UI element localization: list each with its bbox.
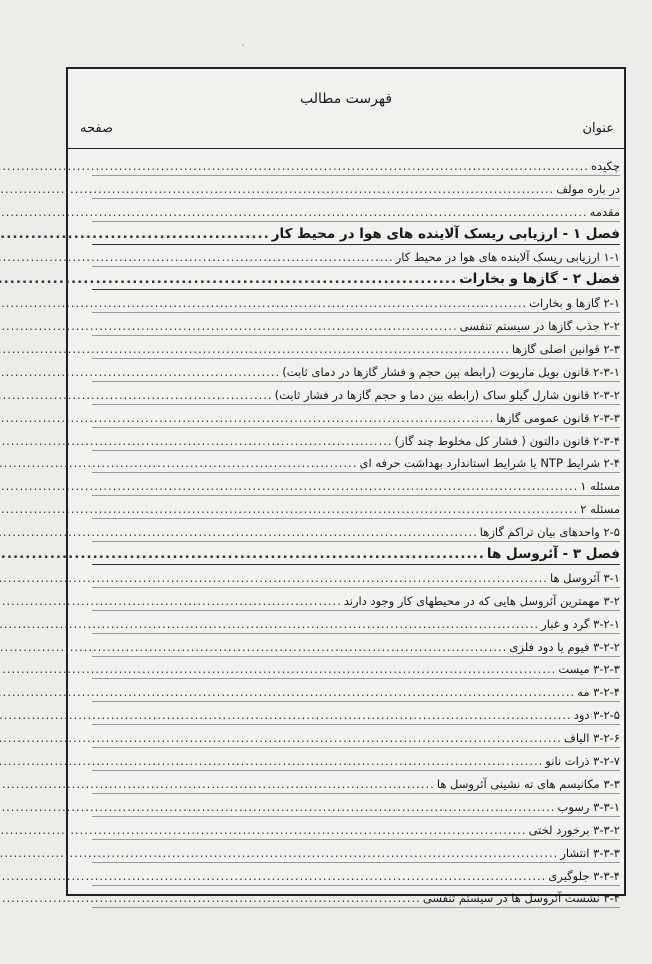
toc-entry-row[interactable] [92,748,620,771]
toc-entry-title: ۳-۱ آئروسل ها [549,570,620,585]
toc-entry-row[interactable] [92,634,620,657]
dot-leader [0,731,564,745]
toc-entry-title: ۳-۴ نشست آئروسل ها در سیستم تنفسی [422,891,620,906]
paper-speck [242,44,244,46]
toc-chapter-row[interactable] [92,542,620,565]
column-page-label: صفحه [80,121,113,136]
toc-entry-row[interactable] [92,382,620,405]
dot-leader [0,365,282,379]
dot-leader [0,546,487,562]
toc-entry-row[interactable] [92,313,620,336]
toc-entry-title: فصل ۲ - گازها و بخارات [459,271,620,288]
toc-entry-title: ۳-۳-۳ انتشار [560,845,620,860]
header-divider [68,148,624,149]
toc-entry-title: ۲-۳-۳ قانون عمومی گازها [496,410,620,425]
toc-entry-title: فصل ۳ - آئروسل ها [486,546,620,563]
toc-frame [66,67,626,906]
dot-leader [0,434,395,448]
dot-leader [0,571,550,585]
toc-entry-title: ۱-۱ ارزیابی ریسک آلاینده های هوا در محیط کار [395,250,620,265]
dot-leader [0,662,558,676]
toc-entry-row[interactable] [92,496,620,519]
page-title: فهرست مطالب [299,91,393,107]
toc-entry-row[interactable] [92,473,620,496]
toc-entry-title: مسئله ۱ [580,479,620,494]
dot-leader [0,411,496,425]
dot-leader [0,617,541,631]
toc-entry-title: ۳-۲-۷ ذرات نانو [545,754,620,769]
toc-entry-title: ۲-۴ شرایط NTP یا شرایط استاندارد بهداشت حرفه ای [359,456,620,471]
dot-leader [0,708,574,722]
toc-entry-row[interactable] [92,771,620,794]
toc-entry-row[interactable] [92,886,620,909]
dot-leader [0,479,580,493]
toc-entry-title: چکیده [591,158,620,173]
toc-entry-row[interactable] [92,817,620,840]
toc-entry-title: ۳-۳ مکانیسم های ته نشینی آئروسل ها [436,776,620,791]
toc-entry-row[interactable] [92,451,620,474]
toc-entry-row[interactable] [92,199,620,222]
toc-entry-row[interactable] [92,153,620,176]
toc-entry-row[interactable] [92,519,620,542]
toc-entry-row[interactable] [92,657,620,680]
toc-entry-title: ۳-۲-۵ دود [573,708,620,723]
toc-entry-row[interactable] [92,725,620,748]
toc-entry-row[interactable] [92,428,620,451]
toc-entry-title: ۳-۲-۲ فیوم یا دود فلزی [509,639,620,654]
toc-entry-title: ۳-۲-۴ مه [577,685,620,700]
toc-entry-title: در باره مولف [556,181,620,196]
dot-leader [0,388,275,402]
dot-leader [0,250,396,264]
toc-entry-title: ۲-۲ جذب گازها در سیستم تنفسی [459,319,620,334]
dot-leader [0,846,560,860]
toc-entry-row[interactable] [92,863,620,886]
toc-entry-row[interactable] [92,405,620,428]
dot-leader [0,226,272,242]
toc-entry-title: ۲-۳-۲ قانون شارل گیلو ساک (رابطه بین دما و حجم گازها در فشار ثابت) [274,387,620,402]
toc-entry-title: ۳-۲-۱ گرد و غبار [541,616,620,631]
toc-entry-row[interactable] [92,245,620,268]
dot-leader [0,342,512,356]
dot-leader [0,456,359,470]
toc-entry-title: ۳-۳-۴ جلوگیری [548,868,620,883]
dot-leader [0,502,580,516]
dot-leader [0,271,459,287]
toc-entry-title: مسئله ۲ [580,502,620,517]
toc-entry-title: ۲-۱ گازها و بخارات [529,296,620,311]
dot-leader [0,594,344,608]
toc-entry-title: ۳-۳-۱ رسوب [557,799,620,814]
toc-entry-row[interactable] [92,679,620,702]
toc-entry-row[interactable] [92,794,620,817]
dot-leader [0,296,529,310]
toc-entry-title: ۲-۳-۴ قانون دالتون ( فشار کل مخلوط چند گاز) [394,433,620,448]
toc-entry-row[interactable] [92,611,620,634]
column-title-label: عنوان [582,121,614,136]
toc-entry-row[interactable] [92,588,620,611]
dot-leader [0,182,556,196]
dot-leader [0,685,577,699]
toc-entry-row[interactable] [92,336,620,359]
toc-entry-title: ۳-۲ مهمترین آئروسل هایی که در محیطهای کار وجود دارند [343,593,620,608]
toc-entry-row[interactable] [92,290,620,313]
dot-leader [0,640,509,654]
toc-entry-row[interactable] [92,359,620,382]
dot-leader [0,891,423,905]
toc-entry-title: ۲-۵ واحدهای بیان تراکم گازها [479,525,620,540]
toc-chapter-row[interactable] [92,222,620,245]
toc-entry-row[interactable] [92,176,620,199]
toc-list [92,153,620,908]
dot-leader [0,823,529,837]
toc-entry-title: ۲-۳ قوانین اصلی گازها [512,342,620,357]
toc-entry-title: ۳-۲-۳ میست [558,662,620,677]
toc-entry-row[interactable] [92,565,620,588]
toc-entry-title: فصل ۱ - ارزیابی ریسک آلاینده های هوا در محیط کار [271,225,620,242]
toc-chapter-row[interactable] [92,267,620,290]
toc-entry-title: ۳-۳-۲ برخورد لختی [528,822,620,837]
toc-entry-title: ۲-۳-۱ قانون بویل ماریوت (رابطه بین حجم و فشار گازها در دمای ثابت) [282,364,620,379]
dot-leader [0,205,590,219]
dot-leader [0,319,460,333]
dot-leader [0,777,437,791]
column-header-row [80,121,614,141]
dot-leader [0,800,558,814]
toc-entry-row[interactable] [92,702,620,725]
toc-entry-title: مقدمه [589,204,620,219]
dot-leader [0,525,480,539]
toc-entry-title: ۳-۲-۶ الیاف [563,731,620,746]
dot-leader [0,754,545,768]
toc-entry-row[interactable] [92,840,620,863]
dot-leader [0,159,591,173]
dot-leader [0,869,548,883]
